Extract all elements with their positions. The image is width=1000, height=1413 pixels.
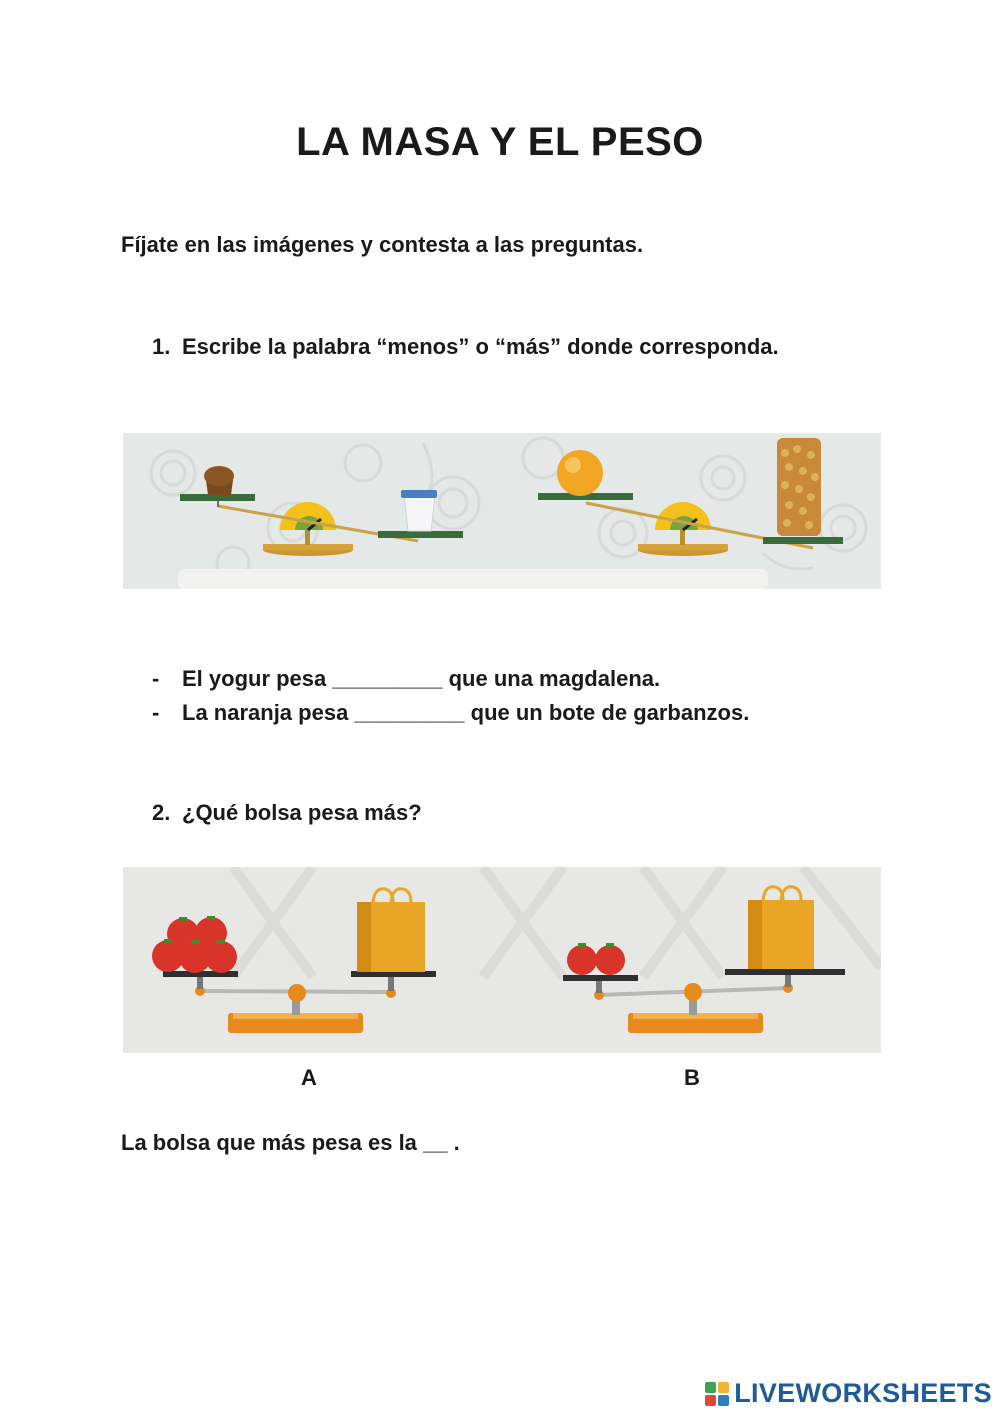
balance-scales-image-2: [123, 867, 881, 1053]
balance-scales-image-1: [123, 433, 881, 589]
question-2: [152, 800, 912, 830]
liveworksheets-logo-icon: [704, 1381, 730, 1407]
label-a: A: [301, 1065, 317, 1090]
worksheet-title: LA MASA Y EL PESO: [296, 120, 704, 164]
footer-brand-text: LIVEWORKSHEETS: [734, 1378, 992, 1408]
instruction: Fíjate en las imágenes y contesta a las preguntas.: [121, 232, 644, 257]
statement-1-text: El yogur pesa _________ que una magdalena.: [182, 666, 661, 691]
balance-scales-illustration: [123, 433, 881, 589]
question-1-text: Escribe la palabra “menos” o “más” donde corresponda.: [182, 334, 779, 359]
statement-2-dash: -: [152, 700, 160, 725]
statement-1-dash: -: [152, 666, 160, 691]
question-1: [152, 334, 912, 364]
statement-2: [152, 700, 912, 730]
tomato-bag-scales-illustration: [123, 867, 881, 1053]
question-1-number: 1.: [152, 334, 171, 359]
statement-1: [152, 666, 912, 696]
statement-2-text: La naranja pesa _________ que un bote de garbanzos.: [182, 700, 750, 725]
answer-line: La bolsa que más pesa es la __ .: [121, 1130, 460, 1155]
footer-branding[interactable]: [704, 1378, 992, 1409]
label-b: B: [684, 1065, 700, 1090]
question-2-text: ¿Qué bolsa pesa más?: [182, 800, 422, 825]
question-2-number: 2.: [152, 800, 171, 825]
